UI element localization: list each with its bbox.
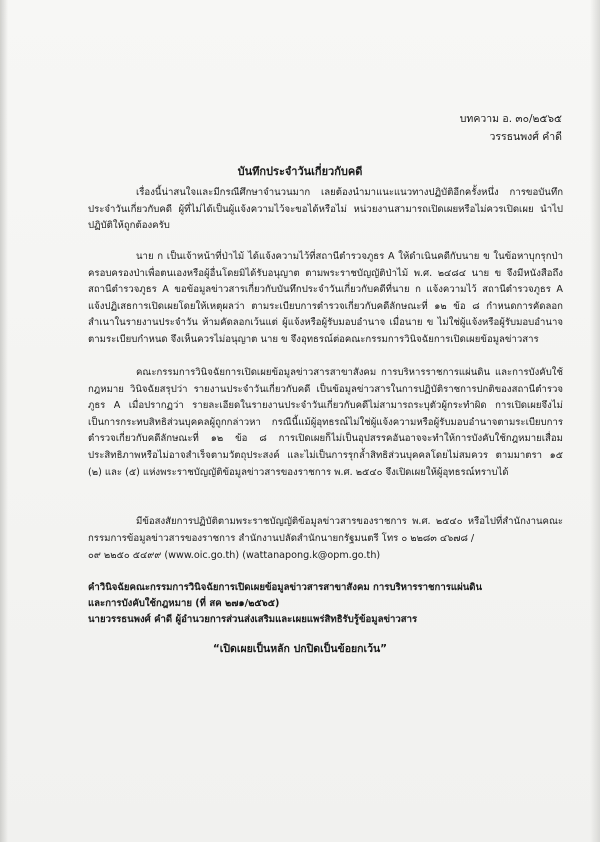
author-signature-line: นายวรรธนพงศ์ คำดี ผู้อำนวยการส่วนส่งเสริมและเผยแพร่สิทธิรับรู้ข้อมูลข่าวสาร <box>88 614 418 625</box>
decision-reference-line-1: คำวินิจฉัยคณะกรรมการวินิจฉัยการเปิดเผยข้อมูลข่าวสารสาขาสังคม การบริหารราชการแผ่นดิน <box>88 582 483 593</box>
contact-website: (www.oic.go.th) <box>164 550 240 561</box>
scan-right-edge-shadow <box>590 0 600 842</box>
article-reference: บทความ อ. ๓๐/๒๕๖๕ <box>459 113 562 125</box>
decision-reference-line-2: และการบังคับใช้กฎหมาย (ที่ สค ๒๗๑/๒๕๖๕) <box>88 598 280 609</box>
document-title: บันทึกประจำวันเกี่ยวกับคดี <box>237 165 363 178</box>
contact-phone-web-line <box>88 548 563 564</box>
contact-email: (wattanapong.k@opm.go.th) <box>242 550 381 561</box>
paragraph-committee-decision: คณะกรรมการวินิจฉัยการเปิดเผยข้อมูลข่าวสารสาขาสังคม การบริหารราชการแผ่นดิน และการบังคับใช้กฎหมาย วินิจฉัยสรุปว่า รายงานประจำวันเกี่ยวกับคดี เป็นข้อมูลข่าวสารในการปฏิบัติราชการปกติของสถานีตำรวจภูธร A เมื่อปรากฏว่า รายละเอียดในรายงานประจำวันเกี่ยวกับคดีไม่สามารถระบุตัวผู้กระทำผิด การเปิดเผยจึงไม่เป็นการกระทบสิทธิส่วนบุคคลผู้ถูกกล่าวหา กรณีนี้แม้ผู้อุทธรณ์ไม่ใช่ผู้แจ้งความหรือผู้รับมอบอำนาจตามระเบียบการตำรวจเกี่ยวกับคดีลักษณะที่ ๑๒ ข้อ ๘ การเปิดเผยก็ไม่เป็นอุปสรรคอันอาจจะทำให้การบังคับใช้กฎหมายเสื่อมประสิทธิภาพหรือไม่อาจสำเร็จตามวัตถุประสงค์ และไม่เป็นการรุกล้ำสิทธิส่วนบุคคลโดยไม่สมควร ตามมาตรา ๑๕ (๒) และ (๕) แห่งพระราชบัญญัติข้อมูลข่าวสารของราชการ พ.ศ. ๒๕๔๐ จึงเปิดเผยให้ผู้อุทธรณ์ทราบได้ <box>88 367 563 478</box>
paragraph-case-facts: นาย ก เป็นเจ้าหน้าที่ป่าไม้ ได้แจ้งความไว้ที่สถานีตำรวจภูธร A ให้ดำเนินคดีกับนาย ข ในข้อหาบุกรุกป่า ครอบครองป่าเพื่อตนเองหรือผู้อื่นโดยมิได้รับอนุญาต ตามพระราชบัญญัติป่าไม้ พ.ศ. ๒๔๘๔ นาย ข จึงมีหนังสือถึงสถานีตำรวจภูธร A ขอข้อมูลข่าวสารเกี่ยวกับบันทึกประจำวันเกี่ยวกับคดีที่นาย ก แจ้งความไว้ สถานีตำรวจภูธร A แจ้งปฏิเสธการเปิดเผยโดยให้เหตุผลว่า ตามระเบียบการตำรวจเกี่ยวกับคดีลักษณะที่ ๑๒ ข้อ ๘ กำหนดการคัดลอกสำเนาในรายงานประจำวัน ห้ามคัดลอกเว้นแต่ ผู้แจ้งหรือผู้รับมอบอำนาจ เมื่อนาย ข ไม่ใช่ผู้แจ้งหรือผู้รับมอบอำนาจตามระเบียบกำหนด จึงเห็นควรไม่อนุญาต นาย ข จึงอุทธรณ์ต่อคณะกรรมการวินิจฉัยการเปิดเผยข้อมูลข่าวสาร <box>88 251 563 345</box>
scan-left-edge-shadow <box>0 0 8 842</box>
paragraph-intro: เรื่องนี้น่าสนใจและมีกรณีศึกษาจำนวนมาก เลยต้องนำมาแนะแนวทางปฏิบัติอีกครั้งหนึ่ง การขอบันทึกประจำวันเกี่ยวกับคดี ผู้ที่ไม่ได้เป็นผู้แจ้งความไว้จะขอได้หรือไม่ หน่วยงานสามารถเปิดเผยหรือไม่ควรเปิดเผย นำไปปฏิบัติให้ถูกต้องครับ <box>88 187 563 232</box>
paragraph-contact-info: มีข้อสงสัยการปฏิบัติตามพระราชบัญญัติข้อมูลข่าวสารของราชการ พ.ศ. ๒๕๔๐ หรือไปที่สำนักงานคณะกรรมการข้อมูลข่าวสารของราชการ สำนักงานปลัดสำนักนายกรัฐมนตรี โทร ๐ ๒๒๘๓ ๔๖๗๘ / <box>88 516 563 544</box>
closing-slogan: “เปิดเผยเป็นหลัก ปกปิดเป็นข้อยกเว้น” <box>212 643 388 655</box>
contact-phone: ๐๙ ๒๒๕๐ ๕๔๙๙ <box>88 550 162 561</box>
author-name: วรรธนพงศ์ คำดี <box>489 131 562 143</box>
